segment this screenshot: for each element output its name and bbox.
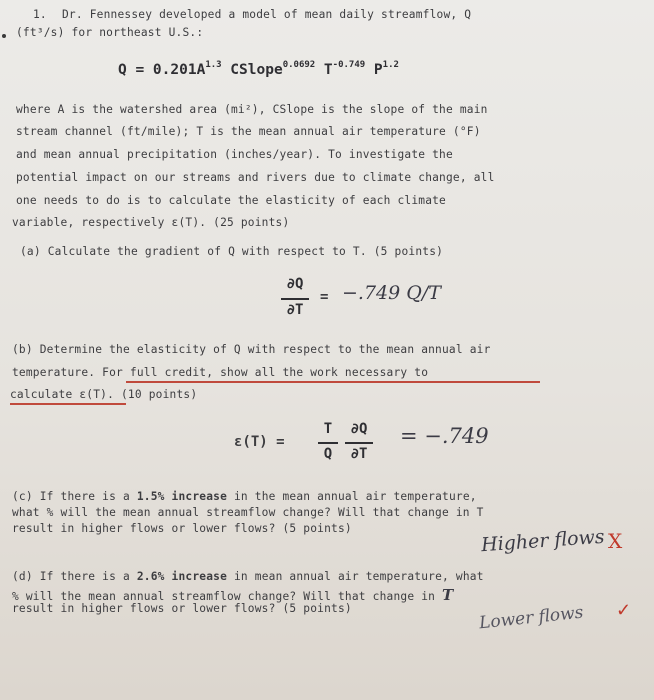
bullet-dot-icon [2,34,6,38]
part-c-increase: 1.5% increase [136,490,228,503]
part-b-emphasis: For full credit, show all the work necessary to [102,366,429,379]
part-b-frac2-bar [345,442,373,444]
part-b-frac2-num: ∂Q [350,421,368,437]
header-line-2: (ft³/s) for northeast U.S.: [16,26,204,39]
part-a-question: (a) Calculate the gradient of Q with respect to T. (5 points) [20,245,444,258]
part-b-frac1-num: T [323,421,333,437]
part-b-frac2-den: ∂T [350,446,368,462]
part-a-denominator: ∂T [286,302,304,318]
part-d-handwritten-t: T [442,586,454,604]
part-c-line-3: result in higher flows or lower flows? (5 points) [12,522,352,535]
part-c-handwritten-answer: Higher flows [480,525,606,557]
part-b-line-2: temperature. For full credit, show all the work necessary to [12,366,429,379]
red-underline-2 [10,403,126,405]
problem-number: 1. [33,8,47,21]
part-d-line-3: result in higher flows or lower flows? (5 points) [12,602,352,615]
part-a-numerator: ∂Q [286,276,304,292]
desc-line-5: one needs to do is to calculate the elasticity of each climate [16,194,446,207]
desc-line-2: stream channel (ft/mile); T is the mean annual air temperature (°F) [16,125,481,138]
part-b-epsilon: calculate ε(T) [10,388,108,401]
part-b-handwritten-answer: = −.749 [400,424,489,448]
margin-bullet [2,25,12,44]
desc-line-6: variable, respectively ε(T). (25 points) [12,216,290,229]
part-d-line-1: (d) If there is a 2.6% increase in mean annual air temperature, what [12,570,484,583]
desc-line-3: and mean annual precipitation (inches/year). To investigate the [16,148,453,161]
x-mark-icon: X [608,529,623,553]
red-underline-1 [126,381,540,383]
part-b-line-1: (b) Determine the elasticity of Q with respect to the mean annual air [12,343,491,356]
part-a-handwritten-answer: −.749 Q/T [342,282,441,304]
model-equation: $Q = 0.201A^{1.3}$ CSlope$^{0.0692}$ $T^{-0.749}$ $P^{1.2}$ [118,60,399,78]
part-a-fraction-bar [281,298,309,300]
part-d-increase: 2.6% increase [136,570,228,583]
check-mark-icon: ✓ [616,600,632,621]
part-b-frac1-bar [318,442,338,444]
part-c-line-2: what % will the mean annual streamflow change? Will that change in T [12,506,484,519]
part-c-line-1: (c) If there is a 1.5% increase in the mean annual air temperature, [12,490,477,503]
part-d-handwritten-answer: Lower flows [478,602,585,634]
header-line-1: Dr. Fennessey developed a model of mean daily streamflow, Q [62,8,472,21]
part-d-line-2: % will the mean annual streamflow change? Will that change in T [12,586,454,604]
part-b-lhs: ε(T) = [234,434,285,450]
part-b-frac1-den: Q [323,446,333,462]
part-a-equals: = [320,289,329,305]
desc-line-4: potential impact on our streams and rivers due to climate change, all [16,171,495,184]
desc-line-1: where A is the watershed area (mi²), CSlope is the slope of the main [16,103,488,116]
part-b-line-3: calculate ε(T). (10 points) [10,388,198,401]
